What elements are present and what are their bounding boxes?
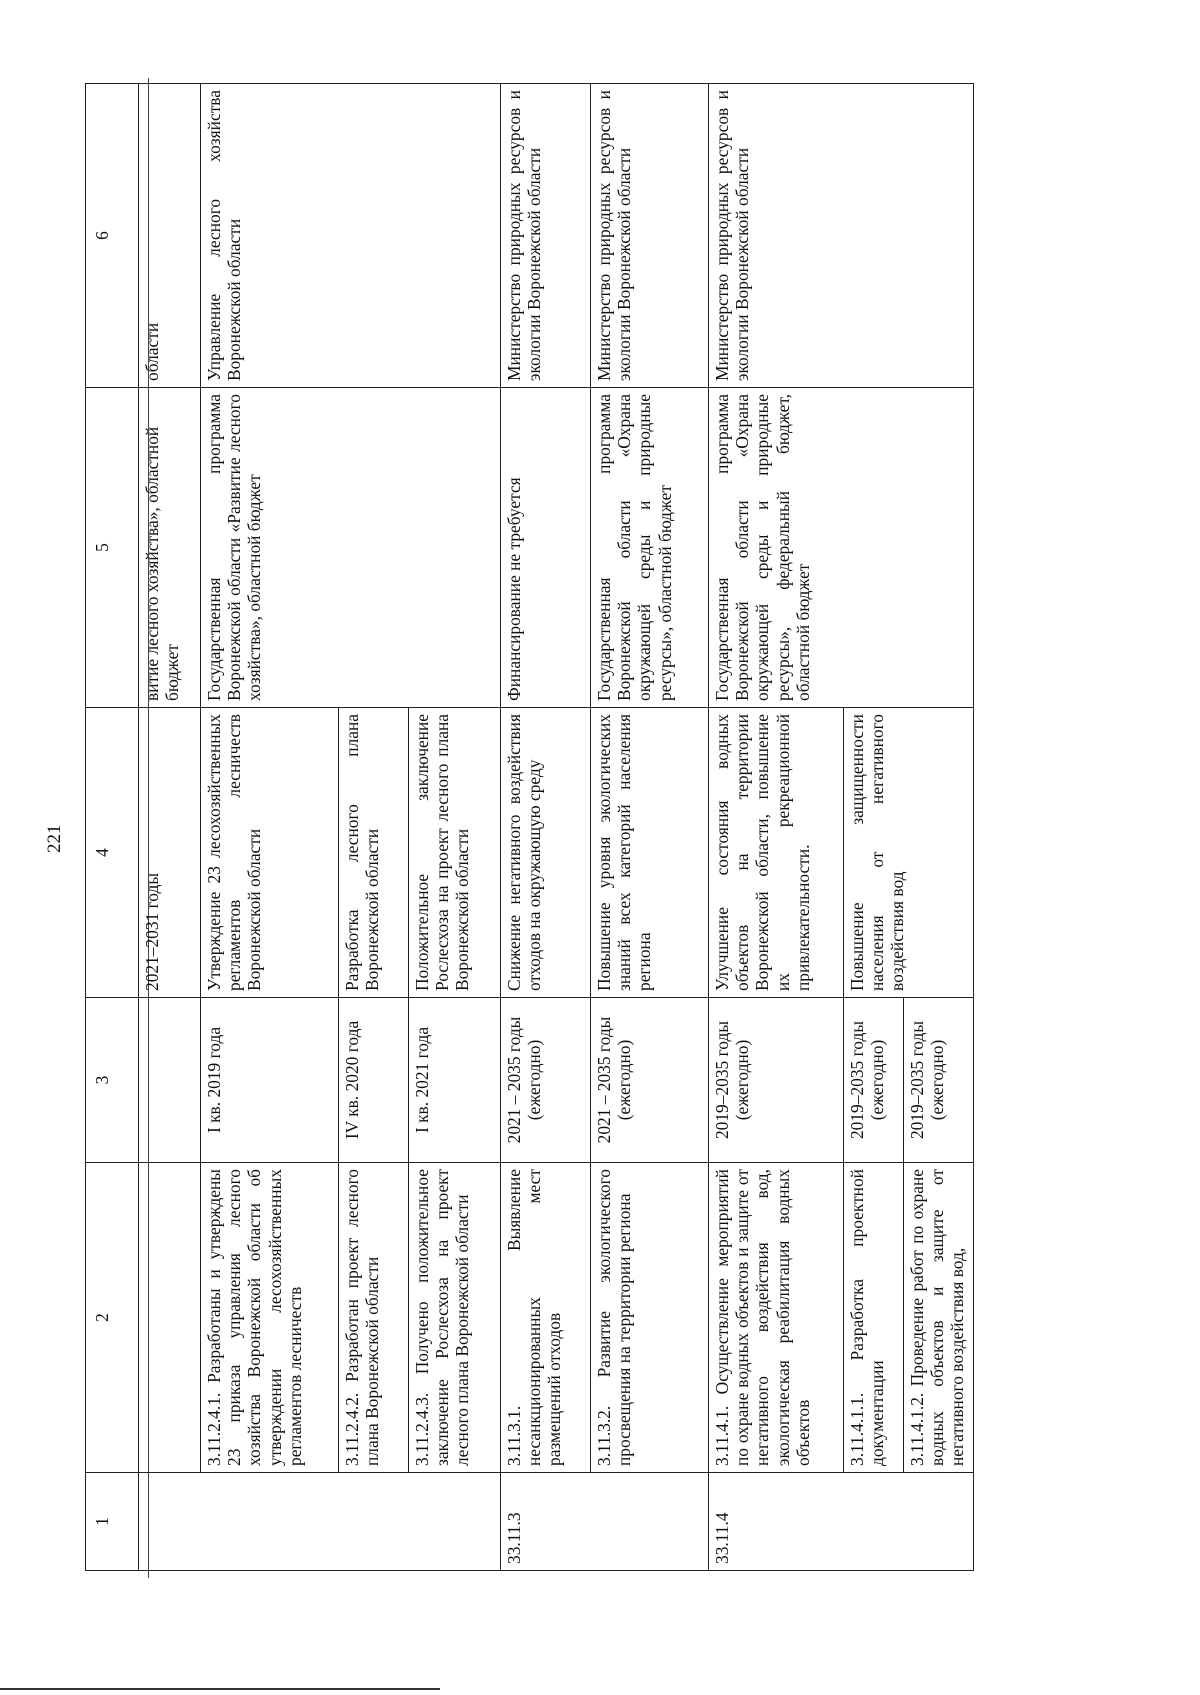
cell-term: 2019–2035 годы (ежегодно)	[709, 998, 844, 1163]
cell-blank	[139, 1163, 201, 1473]
cell-term: I кв. 2019 года	[201, 998, 339, 1163]
cell-activity: 3.11.2.4.2. Разработан проект лесного плана Воронежской области	[339, 1163, 409, 1473]
header-col-6: 6	[86, 84, 139, 388]
table-row	[139, 84, 201, 1571]
header-col-1: 1	[86, 1473, 139, 1571]
cell-funding: Государственная программа Воронежской области «Охрана окружающей среды и природные ресурсы», областной бюджет	[591, 388, 709, 708]
cell-responsible: Управление лесного хозяйства Воронежской области	[201, 84, 501, 388]
cell-result: Разработка лесного плана Воронежской области	[339, 708, 409, 998]
cell-continued-responsible: области	[139, 84, 201, 388]
cell-term: 2019–2035 годы (ежегодно)	[844, 998, 904, 1163]
header-col-3: 3	[86, 998, 139, 1163]
cell-continued-term: 2021–2031 годы	[139, 708, 201, 998]
cell-continued-funding: витие лесного хозяйства», областной бюджет	[139, 388, 201, 708]
footer-rule	[0, 1688, 440, 1690]
page-number: 221	[44, 824, 65, 853]
cell-responsible: Министерство природных ресурсов и экологии Воронежской области	[709, 84, 974, 388]
cell-activity: 3.11.3.1. Выявление несанкционированных мест размещений отходов	[501, 1163, 591, 1473]
cell-activity: 3.11.2.4.3. Получено положительное заключение Рослесхоза на проект лесного плана Воронежской области	[409, 1163, 501, 1473]
cell-responsible: Министерство природных ресурсов и экологии Воронежской области	[591, 84, 709, 388]
cell-term: IV кв. 2020 года	[339, 998, 409, 1163]
cell-activity: 3.11.2.4.1. Разработаны и утверждены 23 приказа управления лесного хозяйства Воронежской области об утверждении лесохозяйственных регламентов лесничеств	[201, 1163, 339, 1473]
cell-result: Положительное заключение Рослесхоза на проект лесного плана Воронежской области	[409, 708, 501, 998]
cell-activity: 3.11.4.1.2. Проведение работ по охране водных объектов и защите от негативного воздействия вод,	[904, 1163, 974, 1473]
cell-code: 33.11.3	[501, 1473, 709, 1571]
cell-blank	[139, 998, 201, 1163]
cell-term: I кв. 2021 года	[409, 998, 501, 1163]
cell-blank	[139, 1473, 501, 1571]
header-col-5: 5	[86, 388, 139, 708]
cell-activity: 3.11.4.1.1. Разработка проектной документации	[844, 1163, 904, 1473]
cell-responsible: Министерство природных ресурсов и экологии Воронежской области	[501, 84, 591, 388]
cell-term: 2021 – 2035 годы (ежегодно)	[501, 998, 591, 1163]
cell-funding: Финансирование не требуется	[501, 388, 591, 708]
cell-result: Повышение защищенности населения от негативного воздействия вод	[844, 708, 974, 998]
cell-result: Улучшение состояния водных объектов на территории Воронежской области, повышение их рекреационной привлекательности.	[709, 708, 844, 998]
cell-result: Повышение уровня экологических знаний всех категорий населения региона	[591, 708, 709, 998]
header-col-2: 2	[86, 1163, 139, 1473]
cell-term: 2019–2035 годы (ежегодно)	[904, 998, 974, 1163]
table-row	[591, 84, 709, 1571]
cell-result: Снижение негативного воздействия отходов на окружающую среду	[501, 708, 591, 998]
cell-result: Утверждение 23 лесохозяйственных регламентов лесничеств Воронежской области	[201, 708, 339, 998]
cell-activity: 3.11.4.1. Осуществление мероприятий по охране водных объектов и защите от негативного воздействия вод, экологическая реабилитация водных объектов	[709, 1163, 844, 1473]
cell-activity: 3.11.3.2. Развитие экологического просвещения на территории региона	[591, 1163, 709, 1473]
header-col-4: 4	[86, 708, 139, 998]
activities-table	[85, 83, 974, 1571]
table-row	[201, 84, 339, 1571]
header-row	[86, 84, 139, 1571]
table-row	[709, 84, 844, 1571]
rotated-table-container	[85, 84, 1137, 1571]
table-row	[501, 84, 591, 1571]
cell-term: 2021 – 2035 годы (ежегодно)	[591, 998, 709, 1163]
cell-funding: Государственная программа Воронежской области «Охрана окружающей среды и природные ресурсы», федеральный бюджет, областной бюджет	[709, 388, 974, 708]
cell-funding: Государственная программа Воронежской области «Развитие лесного хозяйства», областной бюджет	[201, 388, 501, 708]
cell-code: 33.11.4	[709, 1473, 974, 1571]
